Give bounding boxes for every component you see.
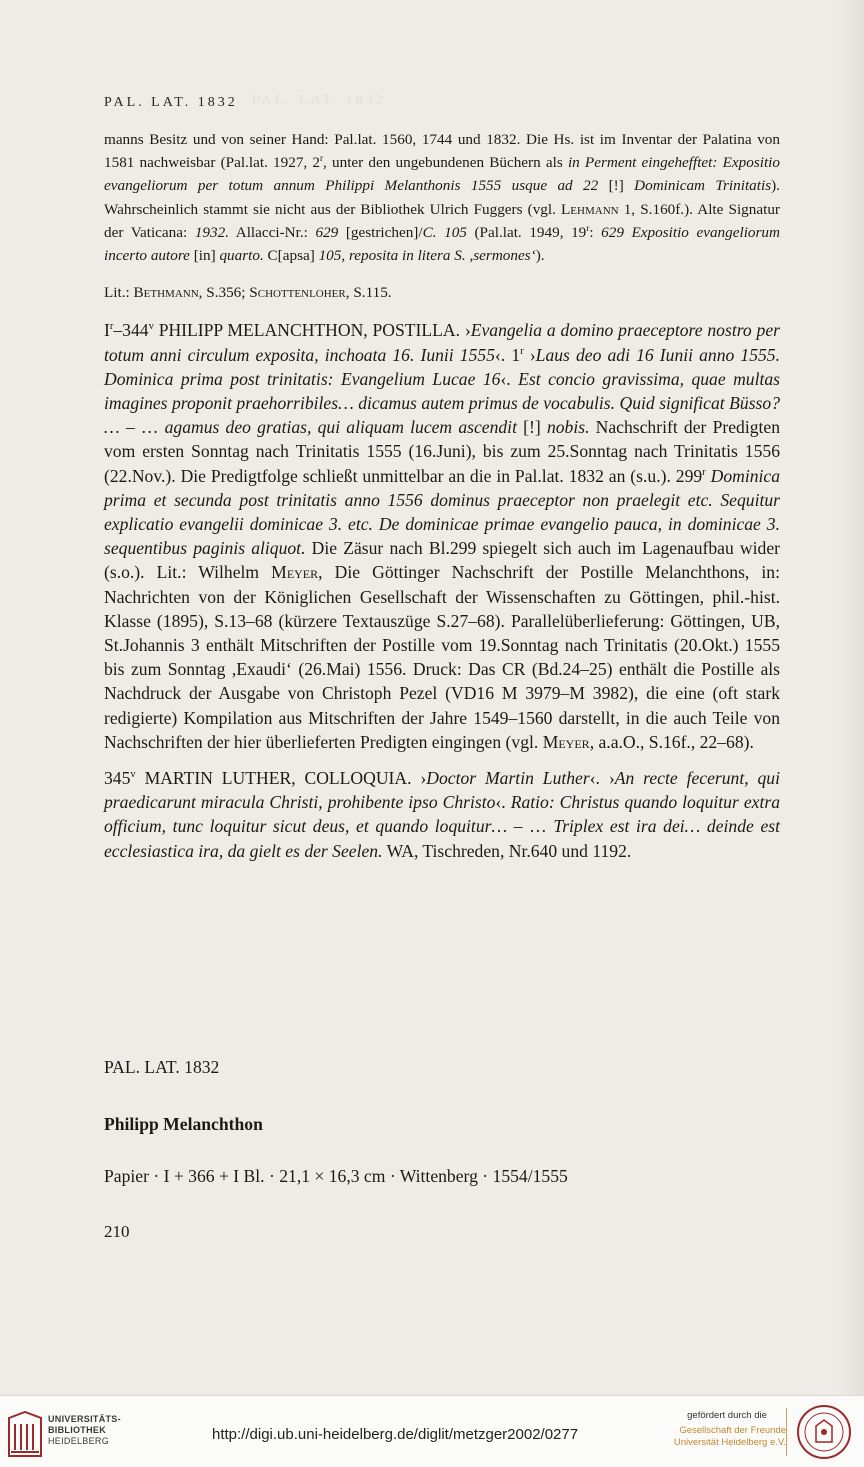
permalink-url[interactable]: http://digi.ub.uni-heidelberg.de/diglit/metzger2002/0277 (212, 1426, 579, 1443)
page-number: 210 (104, 1222, 130, 1241)
sponsor-block[interactable]: gefördert durch die Gesellschaft der Freunde Universität Heidelberg e.V. (673, 1410, 786, 1448)
ghost-running-head: PAL. LAT. 1832 (252, 93, 386, 108)
luther-colloquia-entry: 345$^v$ MARTIN LUTHER, COLLOQUIA. ›Doctor Martin Luther‹. ›An recte fecerunt, qui praedicarunt miracula Christi, prohibente ipso Christo‹. Ratio: Christus quando loquitur extra officium, tunc loquitur sicut deus, et quando loquitur… – … Triplex est ira dei… deinde est ecclesiastica ira, da gielt es der Seelen. WA, Tischreden, Nr.640 und 1192. (104, 768, 780, 861)
page-edge-shadow (834, 0, 864, 1395)
body-text (104, 128, 780, 875)
literature-paragraph: Lit.: Bethmann, S.356; Schottenloher, S.115. (104, 284, 392, 302)
description-author: Philipp Melanchthon (104, 1114, 263, 1134)
library-logo-icon[interactable] (6, 1410, 44, 1460)
description-heading: PAL. LAT. 1832 (104, 1057, 220, 1077)
sponsor-divider (786, 1408, 787, 1456)
melanchthon-postilla-entry: $I^r-344^v$ PHILIPP MELANCHTHON, POSTILLA. ›Evangelia a domino praeceptore nostro per totum anni circulum exposita, inchoata 16. Iunii 1555‹. 1$^r$ ›Laus deo adi 16 Iunii anno 1555. Dominica prima post trinitatis: Evangelium Lucae 16‹. Est concio gravissima, quae multas imagines proponit praehorribiles… dicamus autem primus de vocabulis. Quid significat Büsso? … – … agamus deo gratias, qui aliquam lucem ascendit [!] nobis. Nachschrift der Predigten vom ersten Sonntag nach Trinitatis 1555 (16.Juni), bis zum 25.Sonntag nach Trinitatis 1556 (22.Nov.). Die Predigtfolge schließt unmittelbar an die in Pal.lat. 1832 an (s.u.). 299$^r$ Dominica prima et secunda post trinitatis anno 1556 dominus praeceptor non praelegit etc. Sequitur explicatio evangelii dominicae 3. etc. De dominicae primae evangelio pauca, in dominicae 3. sequentibus paginis aliquot. Die Zäsur nach Bl.299 spiegelt sich auch im Lagenaufbau wider (s.o.). Lit.: Wilhelm Meyer, Die Göttinger Nachschrift der Postille Melanchthons, in: Nachrichten von der Königlichen Gesellschaft der Wissenschaften zu Göttingen, phil.-hist. Klasse (1895), S.13–68 (kürzere Textauszüge S.27–68). Parallelüberlieferung: Göttingen, UB, St.Johannis 3 enthält Mitschriften der Postille vom 19.Sonntag nach Trinitatis (20.Okt.) 1555 bis zum Sonntag ,Exaudi‘ (26.Mai) 1556. Druck: Das CR (Bd.24–25) enthält die Postille als Nachdruck der Ausgabe von Christoph Pezel (VD16 M 3979–M 3982), die eine (oft stark redigierte) Kompilation aus Mitschriften der Jahre 1549–1560 darstellt, in die auch Teile von Nachschriften der hier überlieferten Predigten eingingen (vgl. Meyer, a.a.O., S.16f., 22–68). (104, 320, 781, 752)
provenance-paragraph: manns Besitz und von seiner Hand: Pal.lat. 1560, 1744 und 1832. Die Hs. ist im Inventar der Palatina von 1581 nachweisbar (Pal.lat. 1927, 2$^r$, unter den ungebundenen Büchern als in Perment eingehefftet: Expositio evangeliorum per totum annum Philippi Melanthonis 1555 usque ad 22 [!] Dominicam Trinitatis). Wahrscheinlich stammt sie nicht aus der Bibliothek Ulrich Fuggers (vgl. Lehmann 1, S.160f.). Alte Signatur der Vaticana: 1932. Allacci-Nr.: 629 [gestrichen]/C. 105 (Pal.lat. 1949, 19$^r$: 629 Expositio evangeliorum incerto autore [in] quarto. C[apsa] 105, reposita in litera S. ,sermones‘). (104, 131, 781, 265)
viewer-footer (0, 1395, 864, 1467)
description-physical: Papier · I + 366 + I Bl. · 21,1 × 16,3 cm · Wittenberg · 1554/1555 (104, 1166, 568, 1186)
library-name[interactable]: UNIVERSITÄTS- BIBLIOTHEK HEIDELBERG (48, 1414, 121, 1446)
running-head: PAL. LAT. 1832 (104, 95, 238, 110)
university-seal-icon[interactable] (796, 1404, 852, 1460)
